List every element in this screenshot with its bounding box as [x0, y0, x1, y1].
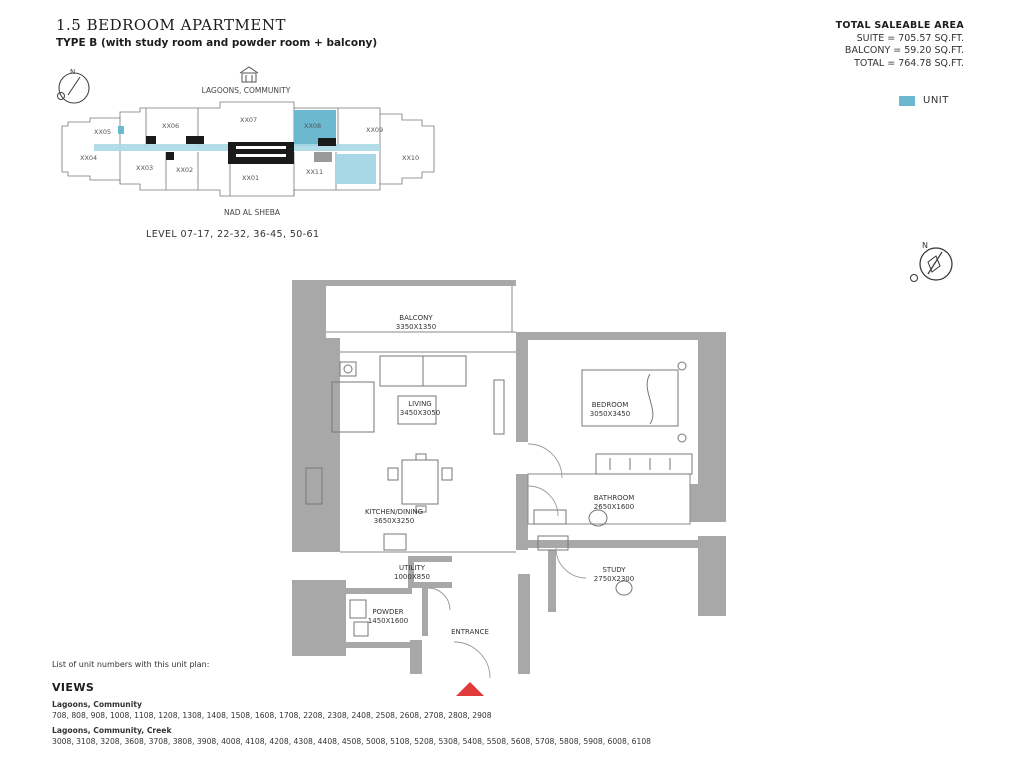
- room-size-bedroom: 3050X3450: [589, 410, 631, 418]
- key-plan: [50, 62, 450, 228]
- area-heading: TOTAL SALEABLE AREA: [835, 20, 964, 31]
- view-group-units: 708, 808, 908, 1008, 1108, 1208, 1308, 1408, 1508, 1608, 1708, 2208, 2308, 2408, 2508, 2608, 2708, 2808, 2908: [52, 711, 492, 720]
- total-area: TOTAL = 764.78 SQ.FT.: [854, 57, 964, 69]
- page-subtitle: TYPE B (with study room and powder room + balcony): [56, 37, 378, 49]
- room-name-living: LIVING: [408, 400, 432, 408]
- room-size-powder: 1450X1600: [367, 617, 409, 625]
- unit-legend-swatch: [899, 96, 915, 106]
- level-text: LEVEL 07-17, 22-32, 36-45, 50-61: [146, 229, 320, 240]
- unit-label-10: XX10: [402, 154, 420, 162]
- room-size-balcony: 3350X1350: [395, 323, 437, 331]
- room-size-kitchen: 3650X3250: [373, 517, 415, 525]
- views-title: VIEWS: [52, 681, 95, 694]
- room-name-entrance: ENTRANCE: [451, 628, 489, 636]
- suite-area: SUITE = 705.57 SQ.FT.: [856, 32, 964, 44]
- units-caption: List of unit numbers with this unit plan:: [52, 660, 210, 669]
- compass-letter: N: [922, 241, 928, 250]
- room-name-powder: POWDER: [372, 608, 404, 616]
- room-name-study: STUDY: [602, 566, 626, 574]
- view-group-name: Lagoons, Community, Creek: [52, 726, 172, 735]
- unit-label-04: XX04: [80, 154, 98, 162]
- unit-legend-label: UNIT: [923, 95, 949, 106]
- key-plan-bottom-label: NAD AL SHEBA: [223, 208, 281, 217]
- key-plan-top-label: LAGOONS, COMMUNITY: [201, 86, 291, 95]
- room-name-bedroom: BEDROOM: [591, 401, 629, 409]
- room-name-utility: UTILITY: [399, 564, 425, 572]
- unit-legend: [899, 95, 949, 106]
- room-name-balcony: BALCONY: [399, 314, 433, 322]
- community-building-icon: [240, 67, 258, 82]
- unit-label-11: XX11: [306, 168, 324, 176]
- floor-plan: [280, 270, 750, 700]
- entrance-arrow-icon: [456, 682, 484, 696]
- room-size-utility: 1000X850: [394, 573, 430, 581]
- balcony-area: BALCONY = 59.20 SQ.FT.: [844, 45, 964, 56]
- unit-label-05: XX05: [94, 128, 112, 136]
- unit-label-06: XX06: [162, 122, 180, 130]
- unit-label-09: XX09: [366, 126, 384, 134]
- view-group-units: 3008, 3108, 3208, 3608, 3708, 3808, 3908, 4008, 4108, 4208, 4308, 4408, 4508, 5008, 5108, 5208, 5308, 5408, 5508, 5608, 5708, 5808, 5908, 6008, 6108: [52, 737, 652, 746]
- unit-label-01: XX01: [242, 174, 260, 182]
- view-group-name: Lagoons, Community: [52, 700, 142, 709]
- key-plan-highlight-unit-lower: [336, 154, 376, 184]
- compass-icon: [904, 240, 964, 284]
- unit-label-08: XX08: [304, 122, 322, 130]
- key-plan-compass-letter: N: [70, 68, 76, 76]
- key-plan-compass-icon: [58, 68, 90, 103]
- view-group: [52, 725, 812, 747]
- view-group: [52, 699, 812, 721]
- page-title: 1.5 BEDROOM APARTMENT: [56, 16, 286, 34]
- room-name-bathroom: BATHROOM: [593, 494, 635, 502]
- area-summary: [836, 20, 964, 70]
- room-size-living: 3450X3050: [399, 409, 441, 417]
- unit-label-03: XX03: [136, 164, 154, 172]
- room-name-kitchen: KITCHEN/DINING: [364, 508, 424, 516]
- floor-plan-walls: [292, 280, 726, 674]
- room-size-study: 2750X2300: [593, 575, 635, 583]
- unit-label-02: XX02: [176, 166, 194, 174]
- unit-label-07: XX07: [240, 116, 258, 124]
- room-labels: [365, 314, 634, 636]
- room-size-bathroom: 2650X1600: [593, 503, 635, 511]
